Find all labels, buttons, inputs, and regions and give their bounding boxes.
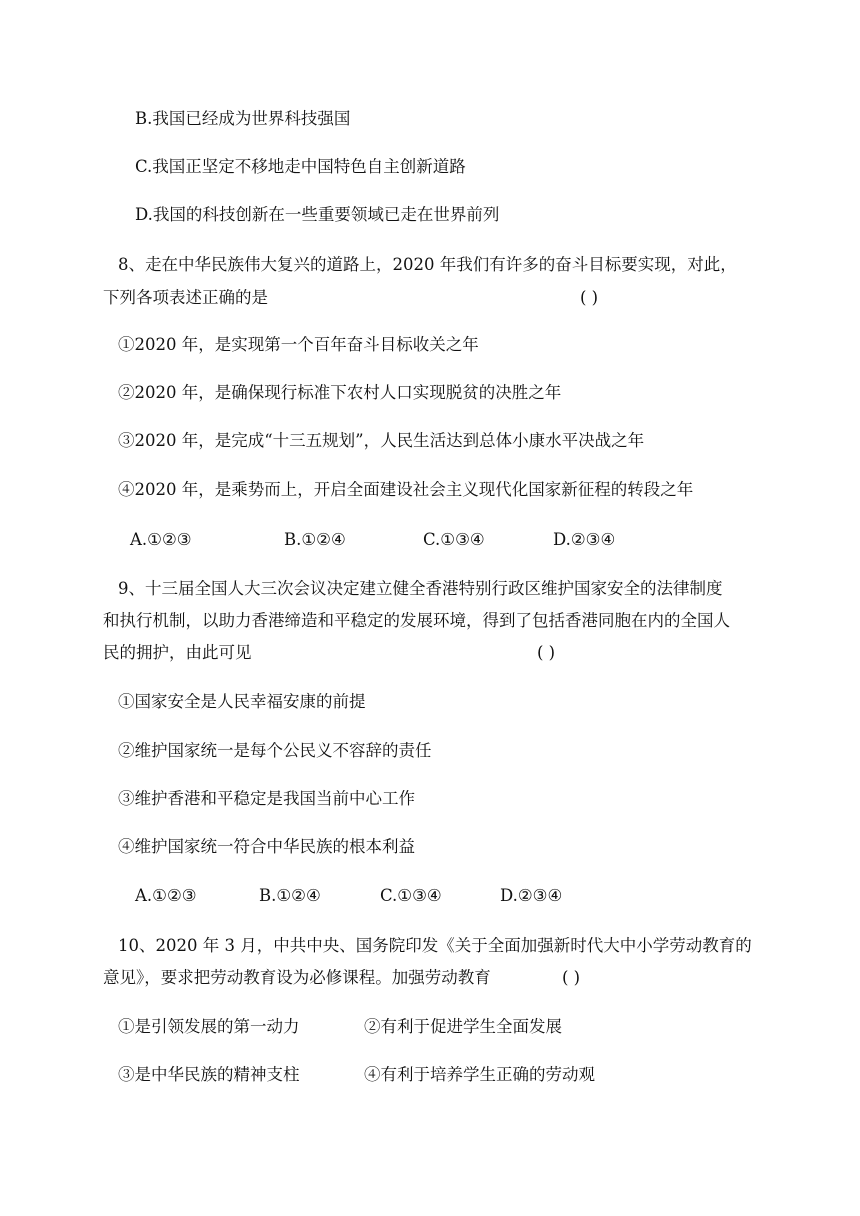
q8-stem-line2: 下列各项表述正确的是 [103,288,268,307]
q10-item-2: ②有利于促进学生全面发展 [364,1017,562,1036]
q8-answer-paren: ( ) [580,288,599,307]
q8-item-4: ④2020 年，是乘势而上，开启全面建设社会主义现代化国家新征程的转段之年 [118,480,694,499]
q9-stem-line2: 和执行机制，以助力香港缔造和平稳定的发展环境，得到了包括香港同胞在内的全国人 [103,611,730,630]
q8-choice-b: B.①②④ [284,530,346,549]
q8-stem-line1: 8、走在中华民族伟大复兴的道路上，2020 年我们有许多的奋斗目标要实现，对此， [118,255,737,274]
q9-item-4: ④维护国家统一符合中华民族的根本利益 [118,837,415,856]
q10-stem-line2: 意见》，要求把劳动教育设为必修课程。加强劳动教育 [103,968,491,987]
q8-item-1: ①2020 年，是实现第一个百年奋斗目标收关之年 [118,335,479,354]
q9-item-1: ①国家安全是人民幸福安康的前提 [118,692,366,711]
q9-item-2: ②维护国家统一是每个公民义不容辞的责任 [118,741,432,760]
q8-item-3: ③2020 年，是完成“十三五规划”，人民生活达到总体小康水平决战之年 [118,431,645,450]
q9-choice-c: C.①③④ [380,886,442,905]
q8-choice-c: C.①③④ [423,530,485,549]
q10-answer-paren: ( ) [562,968,581,987]
q10-stem-line1: 10、2020 年 3 月，中共中央、国务院印发《关于全面加强新时代大中小学劳动教育的 [118,936,752,955]
q9-stem-line3: 民的拥护，由此可见 [103,643,252,662]
q9-answer-paren: ( ) [537,643,556,662]
q8-choice-a: A.①②③ [130,530,192,549]
q9-choice-d: D.②③④ [500,886,563,905]
q9-choice-a: A.①②③ [135,886,197,905]
q7-option-c: C.我国正坚定不移地走中国特色自主创新道路 [135,157,466,176]
q10-item-1: ①是引领发展的第一动力 [118,1017,300,1036]
q10-item-4: ④有利于培养学生正确的劳动观 [364,1065,595,1084]
q9-choice-b: B.①②④ [259,886,321,905]
q8-choice-d: D.②③④ [553,530,616,549]
q7-option-b: B.我国已经成为世界科技强国 [135,109,351,128]
q7-option-d: D.我国的科技创新在一些重要领域已走在世界前列 [135,205,500,224]
q9-stem-line1: 9、十三届全国人大三次会议决定建立健全香港特别行政区维护国家安全的法律制度 [118,579,723,598]
q9-item-3: ③维护香港和平稳定是我国当前中心工作 [118,789,415,808]
q10-item-3: ③是中华民族的精神支柱 [118,1065,300,1084]
q8-item-2: ②2020 年，是确保现行标准下农村人口实现脱贫的决胜之年 [118,383,562,402]
